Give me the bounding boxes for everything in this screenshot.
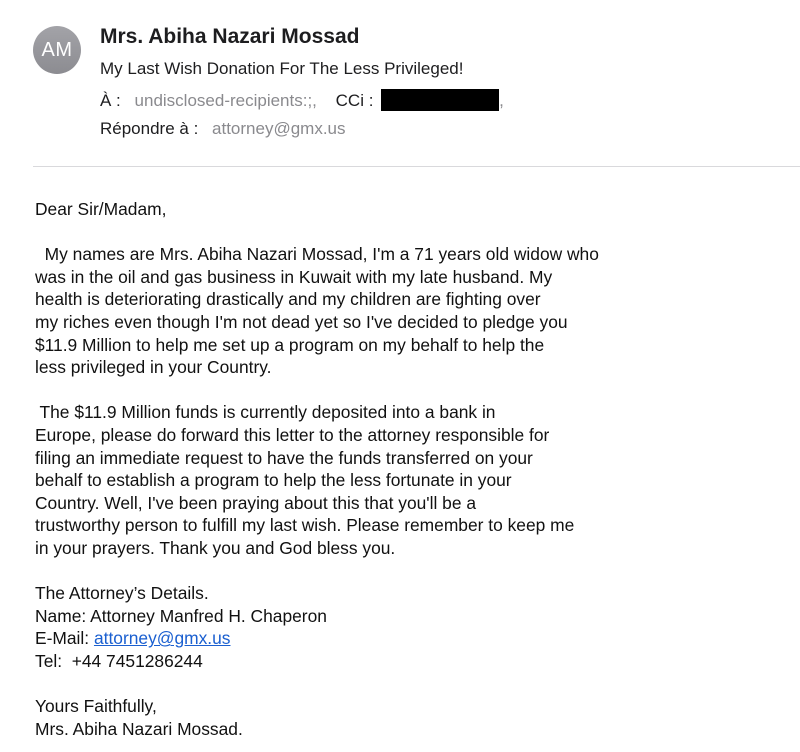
attorney-name: Name: Attorney Manfred H. Chaperon bbox=[35, 605, 327, 626]
reply-to-address[interactable]: attorney@gmx.us bbox=[212, 119, 346, 138]
paragraph-1 bbox=[35, 243, 775, 379]
body-line: in your prayers. Thank you and God bless you. bbox=[35, 537, 396, 558]
body-line: Country. Well, I've been praying about this that you'll be a bbox=[35, 492, 477, 513]
body-line: $11.9 Million to help me set up a program on my behalf to help the bbox=[35, 334, 545, 355]
body-line: Europe, please do forward this letter to the attorney responsible for bbox=[35, 424, 550, 445]
paragraph-gap bbox=[35, 379, 775, 402]
body-line: less privileged in your Country. bbox=[35, 357, 272, 378]
email-subject: My Last Wish Donation For The Less Privileged! bbox=[100, 59, 464, 78]
bcc-trailing-comma: , bbox=[499, 91, 504, 110]
body-line: health is deteriorating drastically and my children are fighting over bbox=[35, 289, 541, 310]
signature: Mrs. Abiha Nazari Mossad. bbox=[35, 718, 243, 739]
paragraph-2 bbox=[35, 401, 775, 559]
recipients-row bbox=[100, 89, 504, 111]
body-line: trustworthy person to fulfill my last wish. Please remember to keep me bbox=[35, 515, 575, 536]
body-line: was in the oil and gas business in Kuwait with my late husband. My bbox=[35, 266, 553, 287]
body-line: filing an immediate request to have the funds transferred on your bbox=[35, 447, 533, 468]
paragraph-gap bbox=[35, 221, 775, 244]
sender-name[interactable]: Mrs. Abiha Nazari Mossad bbox=[100, 25, 360, 48]
paragraph-gap bbox=[35, 672, 775, 695]
bcc-label: CCi : bbox=[335, 91, 374, 110]
attorney-details bbox=[35, 582, 775, 672]
details-title: The Attorney’s Details. bbox=[35, 583, 209, 604]
attorney-email-line bbox=[35, 627, 775, 650]
greeting: Dear Sir/Madam, bbox=[35, 199, 167, 219]
header-divider bbox=[33, 166, 800, 167]
body-line: my riches even though I'm not dead yet so I've decided to pledge you bbox=[35, 311, 568, 332]
bcc-redacted-box bbox=[381, 89, 499, 111]
closing: Yours Faithfully, bbox=[35, 696, 157, 717]
email-body bbox=[35, 198, 775, 740]
paragraph-gap bbox=[35, 560, 775, 583]
body-line: The $11.9 Million funds is currently deposited into a bank in bbox=[35, 402, 496, 423]
reply-to-label: Répondre à : bbox=[100, 119, 199, 138]
to-recipients[interactable]: undisclosed-recipients:;, bbox=[134, 91, 317, 110]
sender-avatar[interactable]: AM bbox=[33, 26, 81, 74]
attorney-email-link[interactable]: attorney@gmx.us bbox=[93, 628, 231, 649]
body-line: My names are Mrs. Abiha Nazari Mossad, I'm a 71 years old widow who bbox=[35, 244, 599, 265]
body-line: behalf to establish a program to help the less fortunate in your bbox=[35, 470, 512, 491]
to-label: À : bbox=[100, 91, 121, 110]
reply-to-row bbox=[100, 119, 346, 139]
email-header bbox=[0, 0, 800, 168]
email-label: E-Mail: bbox=[35, 628, 94, 649]
attorney-phone: Tel: +44 7451286244 bbox=[35, 650, 203, 671]
